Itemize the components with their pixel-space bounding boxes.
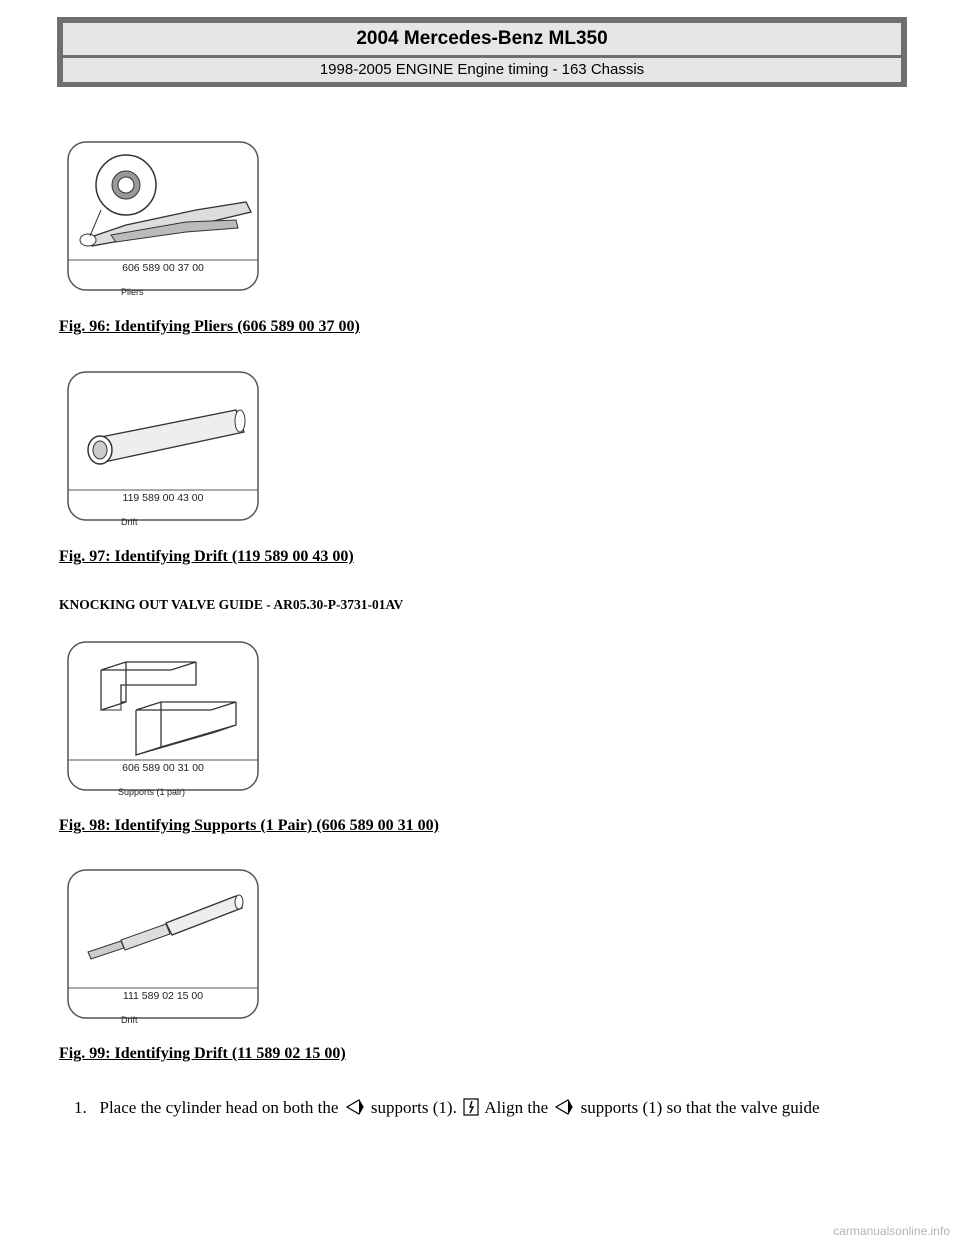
pliers-illustration [66,140,260,305]
watermark: carmanualsonline.info [833,1224,950,1238]
step-text: Place the cylinder head on both the [99,1098,339,1117]
figure-pliers [66,140,260,305]
drift-tube-illustration [66,370,260,535]
step-text: Align the [484,1098,549,1117]
tool-name: Supports (1 pair) [118,787,186,797]
note-icon [463,1098,479,1116]
figure-caption: Fig. 97: Identifying Drift (119 589 00 43 00) [59,548,354,565]
tool-name: Pliers [121,287,144,297]
section-heading: KNOCKING OUT VALVE GUIDE - AR05.30-P-3731-01AV [59,597,404,612]
figure-caption: Fig. 98: Identifying Supports (1 Pair) (606 589 00 31 00) [59,817,439,834]
step-1 [74,1098,820,1118]
tool-name: Drift [121,1015,138,1025]
part-number: 606 589 00 31 00 [122,762,204,774]
figure-drift-1 [66,370,260,535]
drift-rod-illustration [66,868,260,1033]
figure-caption: Fig. 99: Identifying Drift (11 589 02 15 00) [59,1045,346,1062]
supports-illustration [66,640,260,805]
tool-icon [554,1098,574,1116]
step-number: 1. [74,1098,87,1117]
tool-name: Drift [121,517,138,527]
figure-caption: Fig. 96: Identifying Pliers (606 589 00 37 00) [59,318,360,335]
figure-drift-2 [66,868,260,1033]
header-title: 2004 Mercedes-Benz ML350 [63,23,901,55]
part-number: 111 589 02 15 00 [122,990,204,1002]
tool-icon [345,1098,365,1116]
step-text: supports (1) so that the valve guide [580,1098,820,1117]
part-number: 119 589 00 43 00 [122,492,204,504]
figure-supports [66,640,260,805]
page-header [57,17,907,87]
part-number: 606 589 00 37 00 [122,262,204,274]
step-text: supports (1). [370,1098,457,1117]
header-subtitle: 1998-2005 ENGINE Engine timing - 163 Chassis [63,58,901,82]
